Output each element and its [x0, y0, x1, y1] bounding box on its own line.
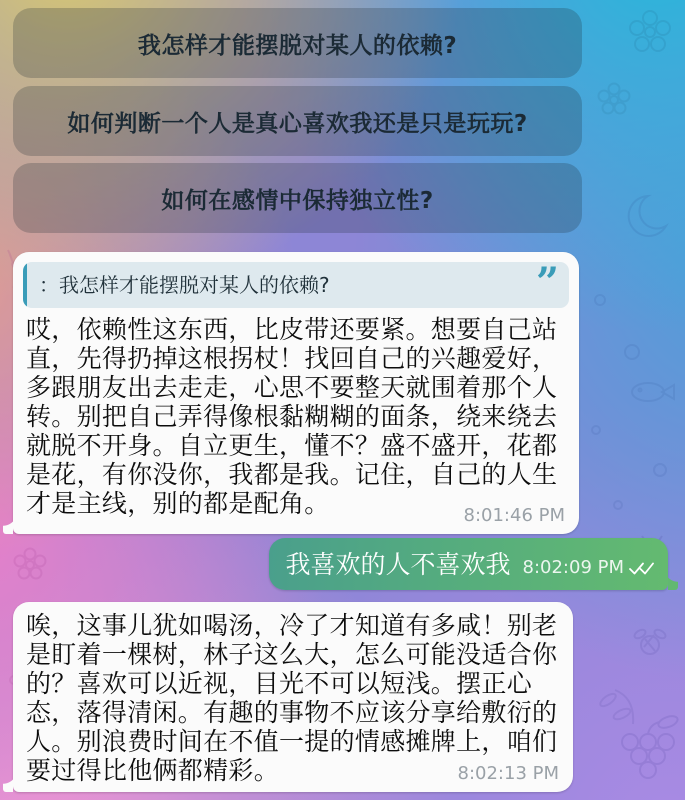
bubble-tail — [668, 568, 678, 590]
message-text: 我喜欢的人不喜欢我 — [285, 550, 511, 579]
doodle-flower-icon — [630, 11, 670, 51]
message-timestamp: 8:02:13 PM — [457, 763, 559, 784]
quote-mark-icon: ” — [535, 262, 559, 306]
message-timestamp: 8:02:09 PM — [522, 557, 624, 578]
bubble-tail — [3, 512, 13, 534]
suggestion-label: 我怎样才能摆脱对某人的依赖? — [137, 32, 458, 59]
read-receipt-double-check-icon — [629, 561, 654, 575]
quote-accent-bar — [23, 262, 27, 308]
doodle-grapes-icon — [622, 714, 679, 778]
suggestion-label: 如何判断一个人是真心喜欢我还是只是玩玩? — [67, 110, 528, 137]
suggestion-button-2[interactable] — [13, 86, 582, 156]
suggestion-label: 如何在感情中保持独立性? — [161, 187, 434, 214]
reply-quote[interactable] — [23, 262, 569, 308]
doodle-fish-icon — [632, 383, 674, 401]
bubble-tail — [3, 770, 13, 792]
incoming-message-bubble — [13, 252, 579, 534]
suggestion-button-1[interactable] — [13, 8, 582, 78]
incoming-message-bubble — [13, 602, 573, 792]
message-timestamp: 8:01:46 PM — [463, 505, 565, 526]
doodle-flower-icon — [15, 549, 46, 579]
doodle-moon-icon — [629, 196, 666, 236]
doodle-leaf-sprig-icon — [598, 690, 633, 724]
message-meta — [523, 557, 655, 579]
doodle-bee-icon — [633, 628, 667, 654]
message-text: 哎，依赖性这东西，比皮带还要紧。想要自己站直，先得扔掉这根拐杖！找回自己的兴趣爱好，多跟朋友出去走走，心思不要整天就围着那个人转。别把自己弄得像根黏糊糊的面条，绕来绕去就脱不开身。自立更生，懂不？盛不盛开，花都是花，有你没你，我都是我。记住，自己的人生才是主线，别的都是配角。 — [26, 315, 558, 518]
message-text: 唉，这事儿犹如喝汤，冷了才知道有多咸！别老是盯着一棵树，林子这么大，怎么可能没适合你的？喜欢可以近视，目光不可以短浅。摆正心态，落得清闲。有趣的事物不应该分享给敷衍的人。别浪费时间在不值一提的情感摊牌上，咱们要过得比他俩都精彩。 — [26, 611, 558, 785]
doodle-flower-icon — [599, 84, 630, 114]
outgoing-message-bubble — [269, 538, 668, 590]
quote-text: ：我怎样才能摆脱对某人的依赖? — [39, 273, 330, 297]
suggestion-button-3[interactable] — [13, 163, 582, 233]
doodle-circles-icon — [592, 295, 666, 509]
